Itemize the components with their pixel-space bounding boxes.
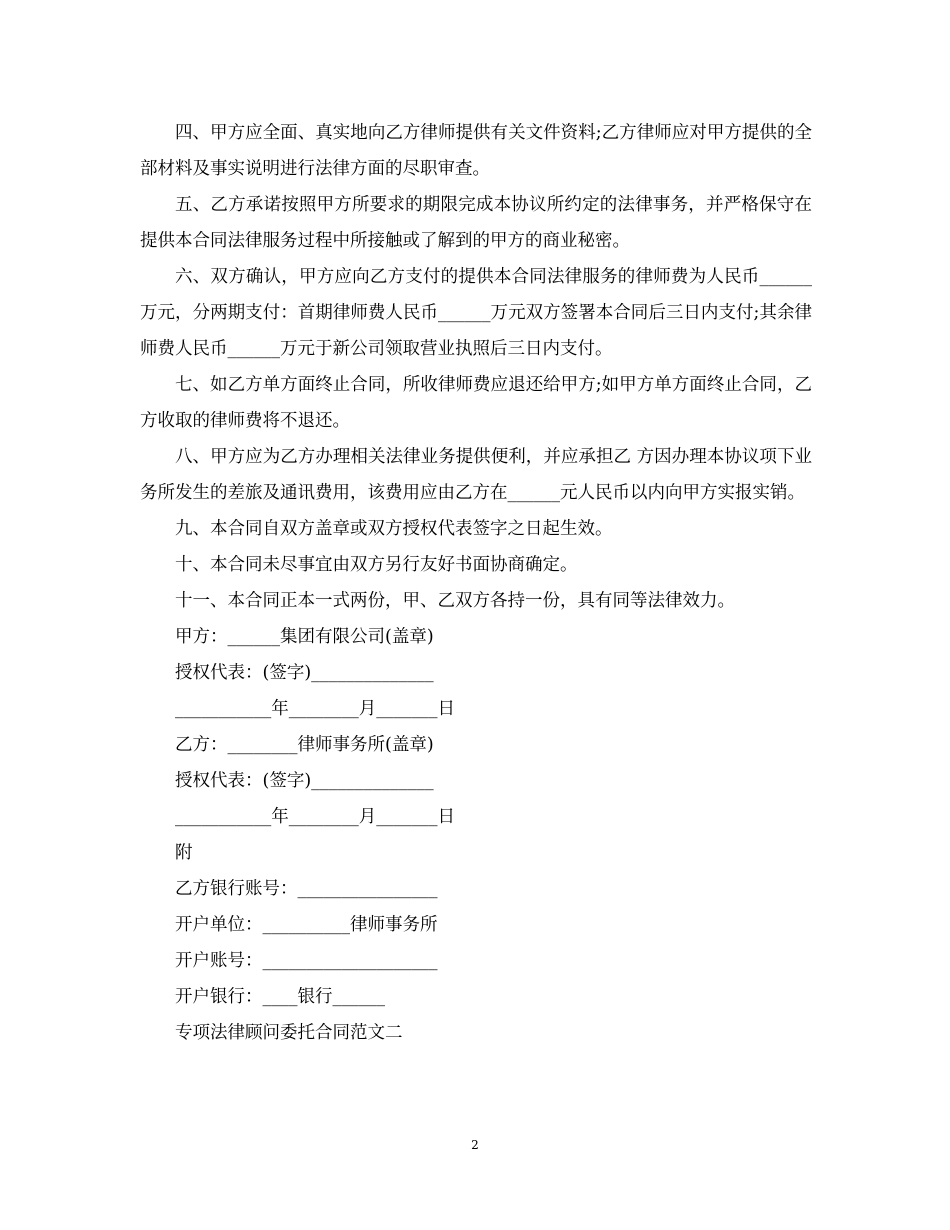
party-b-representative: 授权代表：(签字)______________ [175,771,434,791]
party-a-line: 甲方：______集团有限公司(盖章) [175,627,434,647]
document-body [140,115,812,1051]
clause-9: 九、本合同自双方盖章或双方授权代表签字之日起生效。 [175,519,613,539]
appendix-heading: 附 [175,843,193,863]
party-b-date: ___________年________月_______日 [175,807,455,827]
page-number: 2 [471,1138,479,1152]
party-b-line: 乙方：________律师事务所(盖章) [175,735,434,755]
account-unit: 开户单位：__________律师事务所 [175,915,438,935]
account-bank: 开户银行：____银行______ [175,987,385,1007]
clause-8: 八、甲方应为乙方办理相关法律业务提供便利，并应承担乙 方因办理本协议项下业务所发生的差旅及通讯费用，该费用应由乙方在______元人民币以内向甲方实报实销。 [140,447,812,503]
next-contract-title: 专项法律顾问委托合同范文二 [175,1023,403,1043]
clause-10: 十、本合同未尽事宜由双方另行友好书面协商确定。 [175,555,578,575]
party-a-representative: 授权代表：(签字)______________ [175,663,434,683]
clause-6: 六、双方确认，甲方应向乙方支付的提供本合同法律服务的律师费为人民币______万元，分两期支付：首期律师费人民币______万元双方签署本合同后三日内支付;其余律师费人民币______万元于新公司领取营业执照后三日内支付。 [140,267,812,359]
clause-11: 十一、本合同正本一式两份，甲、乙双方各持一份，具有同等法律效力。 [175,591,735,611]
clause-4: 四、甲方应全面、真实地向乙方律师提供有关文件资料;乙方律师应对甲方提供的全部材料及事实说明进行法律方面的尽职审查。 [140,123,812,179]
account-number: 开户账号：____________________ [175,951,438,971]
clause-5: 五、乙方承诺按照甲方所要求的期限完成本协议所约定的法律事务，并严格保守在提供本合同法律服务过程中所接触或了解到的甲方的商业秘密。 [140,195,812,251]
clause-7: 七、如乙方单方面终止合同，所收律师费应退还给甲方;如甲方单方面终止合同，乙方收取的律师费将不退还。 [140,375,812,431]
bank-account-label: 乙方银行账号：________________ [175,879,438,899]
party-a-date: ___________年________月_______日 [175,699,455,719]
